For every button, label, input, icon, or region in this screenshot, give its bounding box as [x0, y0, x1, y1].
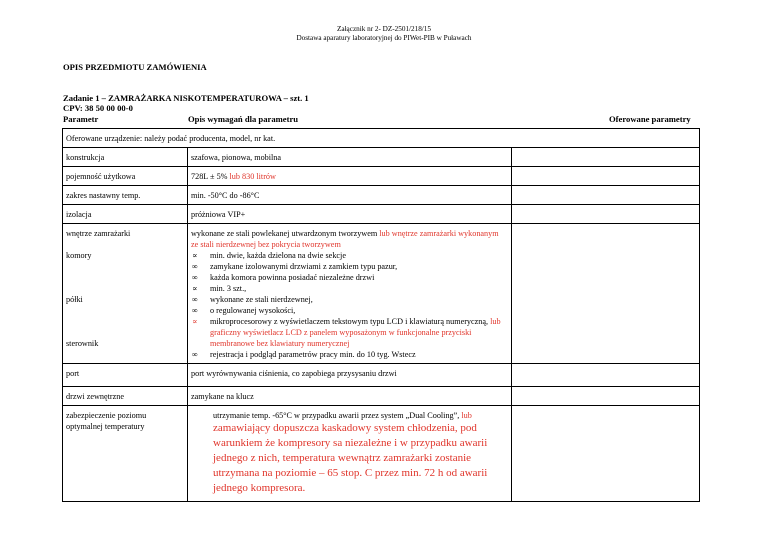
table-row: [63, 364, 700, 387]
list-item: ∝ min. 3 szt.,: [191, 283, 507, 294]
desc-cell: szafowa, pionowa, mobilna: [188, 148, 512, 167]
param-komory: komory: [66, 251, 92, 260]
offered-device-note: Oferowane urządzenie: należy podać producenta, model, nr kat.: [63, 129, 700, 148]
list-item: ∞ wykonane ze stali nierdzewnej,: [191, 294, 507, 305]
desc-cell: [188, 224, 512, 364]
header-attachment-number: Załącznik nr 2- DZ-2501/218/15: [336, 25, 431, 33]
komory-list: [191, 250, 507, 360]
task-title: Zadanie 1 – ZAMRAŻARKA NISKOTEMPERATUROWA – szt. 1: [63, 93, 309, 103]
list-item: ∝ min. dwie, każda dzielona na dwie sekcje: [191, 250, 507, 261]
offer-cell[interactable]: [512, 167, 700, 186]
table-row: [63, 129, 700, 148]
param-cell: port: [63, 364, 188, 387]
table-row: [63, 186, 700, 205]
specification-table: [62, 128, 700, 502]
table-row: [63, 205, 700, 224]
param-cell: izolacja: [63, 205, 188, 224]
task-heading: [63, 93, 309, 113]
param-sterownik: sterownik: [66, 339, 99, 348]
offer-cell[interactable]: [512, 205, 700, 224]
offer-cell[interactable]: [512, 364, 700, 387]
desc-wnetrze: wykonane ze stali powlekanej utwardzonym tworzywem lub wnętrze zamrażarki wykonanym ze stali nierdzewnej bez pokrycia tworzywem: [191, 229, 499, 249]
desc-cell: min. -50°C do -86°C: [188, 186, 512, 205]
param-cell: drzwi zewnętrzne: [63, 387, 188, 406]
param-cell: [63, 224, 188, 364]
list-item: ∞ każda komora powinna posiadać niezależne drzwi: [191, 272, 507, 283]
list-item: ∞ rejestracja i podgląd parametrów pracy min. do 10 tyg. Wstecz: [191, 349, 507, 360]
column-header-offered: Oferowane parametry: [609, 114, 691, 124]
param-cell: konstrukcja: [63, 148, 188, 167]
param-cell: zabezpieczenie poziomu optymalnej temperatury: [63, 406, 188, 502]
table-row: [63, 148, 700, 167]
document-header: [0, 25, 768, 43]
header-procurement-title: Dostawa aparatury laboratoryjnej do PIWet-PIB w Puławach: [296, 34, 472, 42]
table-row: [63, 224, 700, 364]
offer-cell[interactable]: [512, 148, 700, 167]
table-row: [63, 406, 700, 502]
offer-cell[interactable]: [512, 186, 700, 205]
param-cell: pojemność użytkowa: [63, 167, 188, 186]
table-row: [63, 387, 700, 406]
desc-cell: port wyrównywania ciśnienia, co zapobiega przysysaniu drzwi: [188, 364, 512, 387]
column-header-description: Opis wymagań dla parametru: [188, 114, 299, 124]
param-polki: półki: [66, 295, 83, 304]
task-cpv: CPV: 38 50 00 00-0: [63, 103, 133, 113]
offer-cell[interactable]: [512, 406, 700, 502]
offer-cell[interactable]: [512, 224, 700, 364]
desc-cell: utrzymanie temp. -65°C w przypadku awarii przez system „Dual Cooling”, lub zamawiający dopuszcza kaskadowy system chłodzenia, pod warunkiem że kompresory sa niezależne i w przypadku awarii jednego z nich, temperatura wewnątrz zamrażarki zostanie utrzymana na poziomie – 65 stop. C przez min. 72 h od awarii jednego kompresora.: [188, 406, 512, 502]
param-wnetrze: wnętrze zamrażarki: [66, 229, 131, 238]
desc-cell: 728L ± 5% lub 830 litrów: [188, 167, 512, 186]
list-item: ∞ zamykane izolowanymi drzwiami z zamkiem typu pazur,: [191, 261, 507, 272]
desc-cell: próżniowa VIP+: [188, 205, 512, 224]
document-title: OPIS PRZEDMIOTU ZAMÓWIENIA: [63, 62, 207, 72]
param-cell: zakres nastawny temp.: [63, 186, 188, 205]
desc-cell: zamykane na klucz: [188, 387, 512, 406]
column-header-parameter: Parametr: [63, 114, 99, 124]
list-item: ∞ o regulowanej wysokości,: [191, 305, 507, 316]
offer-cell[interactable]: [512, 387, 700, 406]
list-item: ∝ mikroprocesorowy z wyświetlaczem tekstowym typu LCD i klawiaturą numeryczną, lub graficzny wyświetlacz LCD z panelem wyposażonym w funkcjonalne przyciski membranowe bez klawiatury numerycznej: [191, 316, 507, 349]
table-row: [63, 167, 700, 186]
